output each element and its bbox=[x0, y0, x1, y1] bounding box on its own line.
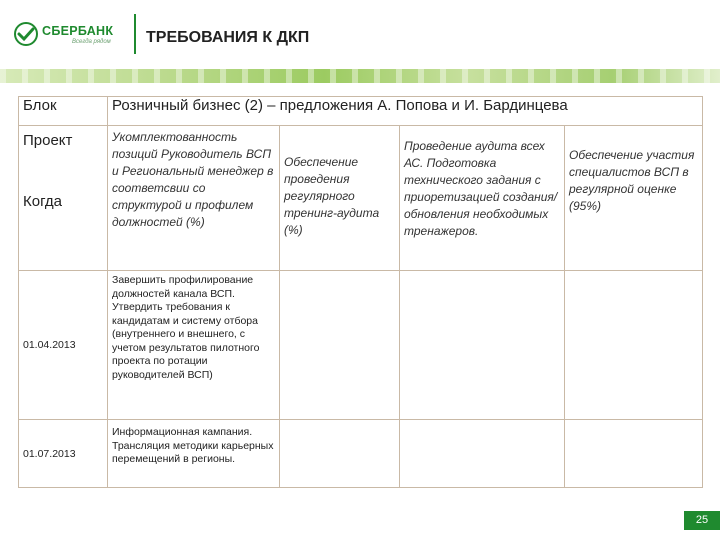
sberbank-logo-icon bbox=[14, 22, 38, 46]
table-row bbox=[19, 420, 703, 488]
date-cell: 01.07.2013 bbox=[19, 420, 108, 488]
task-cell: Завершить профилирование должностей канала ВСП. Утвердить требования к кандидатам и систему отбора (внутреннего и внешнего, с учетом результатов пилотного проекта по ротации руководителей ВСП) bbox=[108, 271, 280, 420]
empty-cell bbox=[400, 271, 565, 420]
table-row bbox=[19, 271, 703, 420]
date-cell: 01.04.2013 bbox=[19, 271, 108, 420]
brand-tagline: Всегда рядом bbox=[72, 39, 111, 45]
decorative-banner-glow bbox=[0, 69, 720, 83]
requirements-table bbox=[18, 96, 703, 488]
empty-cell bbox=[565, 420, 703, 488]
empty-cell bbox=[280, 271, 400, 420]
empty-cell bbox=[280, 420, 400, 488]
project-cell: Укомплектованность позиций Руководитель ВСП и Региональный менеджер в соответсвии со структурой и профилем должностей (%) bbox=[108, 126, 280, 271]
project-cell: Проведение аудита всех АС. Подготовка технического задания с приоретизацией создания/обновления необходимых тренажеров. bbox=[400, 126, 565, 271]
page-title: ТРЕБОВАНИЯ К ДКП bbox=[146, 29, 310, 46]
empty-cell bbox=[400, 420, 565, 488]
block-label: Блок bbox=[19, 97, 108, 126]
when-label: Когда bbox=[23, 193, 62, 210]
table-row bbox=[19, 97, 703, 126]
project-label: Проект bbox=[23, 132, 73, 149]
project-cell: Обеспечение проведения регулярного тренинг-аудита (%) bbox=[280, 126, 400, 271]
sberbank-logo bbox=[14, 18, 134, 52]
empty-cell bbox=[565, 271, 703, 420]
table-row bbox=[19, 126, 703, 271]
brand-name: СБЕРБАНК bbox=[42, 24, 114, 38]
block-value: Розничный бизнес (2) – предложения А. Попова и И. Бардинцева bbox=[108, 97, 703, 126]
project-when-cell bbox=[19, 126, 108, 271]
project-cell: Обеспечение участия специалистов ВСП в регулярной оценке (95%) bbox=[565, 126, 703, 271]
title-divider bbox=[134, 14, 136, 54]
page-number: 25 bbox=[684, 511, 720, 530]
task-cell: Информационная кампания. Трансляция методики карьерных перемещений в регионы. bbox=[108, 420, 280, 488]
